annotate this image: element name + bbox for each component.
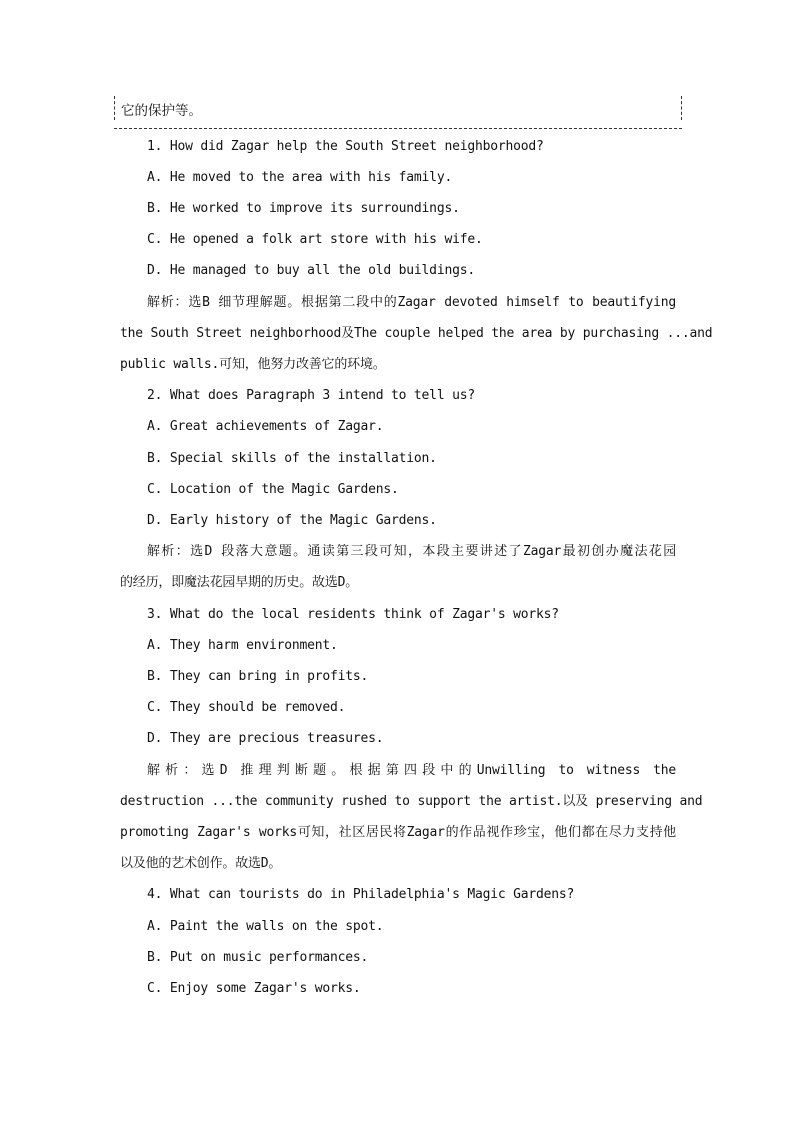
q3-option-b: B. They can bring in profits. (147, 669, 369, 684)
q1-option-b: B. He worked to improve its surroundings. (147, 201, 460, 216)
q1-analysis-line-2: the South Street neighborhood及The couple helped the area by purchasing ...and (120, 326, 713, 341)
q3-analysis-line-2: destruction ...the community rushed to support the artist.以及 preserving and (120, 794, 703, 809)
q2-option-b: B. Special skills of the installation. (147, 451, 437, 466)
question-1: 1. How did Zagar help the South Street neighborhood? (147, 139, 544, 154)
q3-option-d: D. They are precious treasures. (147, 731, 384, 746)
q3-analysis-line-1: 解析：选D 推理判断题。根据第四段中的Unwilling to witness the (147, 763, 676, 778)
q2-analysis-line-2: 的经历，即魔法花园早期的历史。故选D。 (120, 575, 359, 590)
q2-option-d: D. Early history of the Magic Gardens. (147, 513, 437, 528)
question-2: 2. What does Paragraph 3 intend to tell us? (147, 388, 475, 403)
q1-analysis-line-1: 解析：选B 细节理解题。根据第二段中的Zagar devoted himself to beautifying (147, 295, 676, 310)
q1-analysis-line-3: public walls.可知，他努力改善它的环境。 (120, 357, 386, 372)
q3-analysis-line-3: promoting Zagar's works可知，社区居民将Zagar的作品视作珍宝，他们都在尽力支持他 (120, 825, 676, 840)
q4-option-b: B. Put on music performances. (147, 950, 369, 965)
border-left (114, 96, 115, 120)
q1-option-c: C. He opened a folk art store with his wife. (147, 232, 483, 247)
q3-analysis-line-4: 以及他的艺术创作。故选D。 (120, 856, 282, 871)
q1-option-d: D. He managed to buy all the old buildings. (147, 263, 475, 278)
border-right (681, 96, 682, 120)
question-3: 3. What do the local residents think of Zagar's works? (147, 607, 559, 622)
q4-option-a: A. Paint the walls on the spot. (147, 919, 384, 934)
q4-option-c: C. Enjoy some Zagar's works. (147, 981, 361, 996)
q3-option-a: A. They harm environment. (147, 638, 338, 653)
q3-option-c: C. They should be removed. (147, 700, 346, 715)
q2-analysis-line-1: 解析：选D 段落大意题。通读第三段可知，本段主要讲述了Zagar最初创办魔法花园 (147, 544, 676, 559)
q2-option-c: C. Location of the Magic Gardens. (147, 482, 399, 497)
q2-option-a: A. Great achievements of Zagar. (147, 419, 384, 434)
boxed-note-text: 它的保护等。 (121, 103, 202, 119)
q1-option-a: A. He moved to the area with his family. (147, 170, 453, 185)
question-4: 4. What can tourists do in Philadelphia's Magic Gardens? (147, 887, 575, 902)
